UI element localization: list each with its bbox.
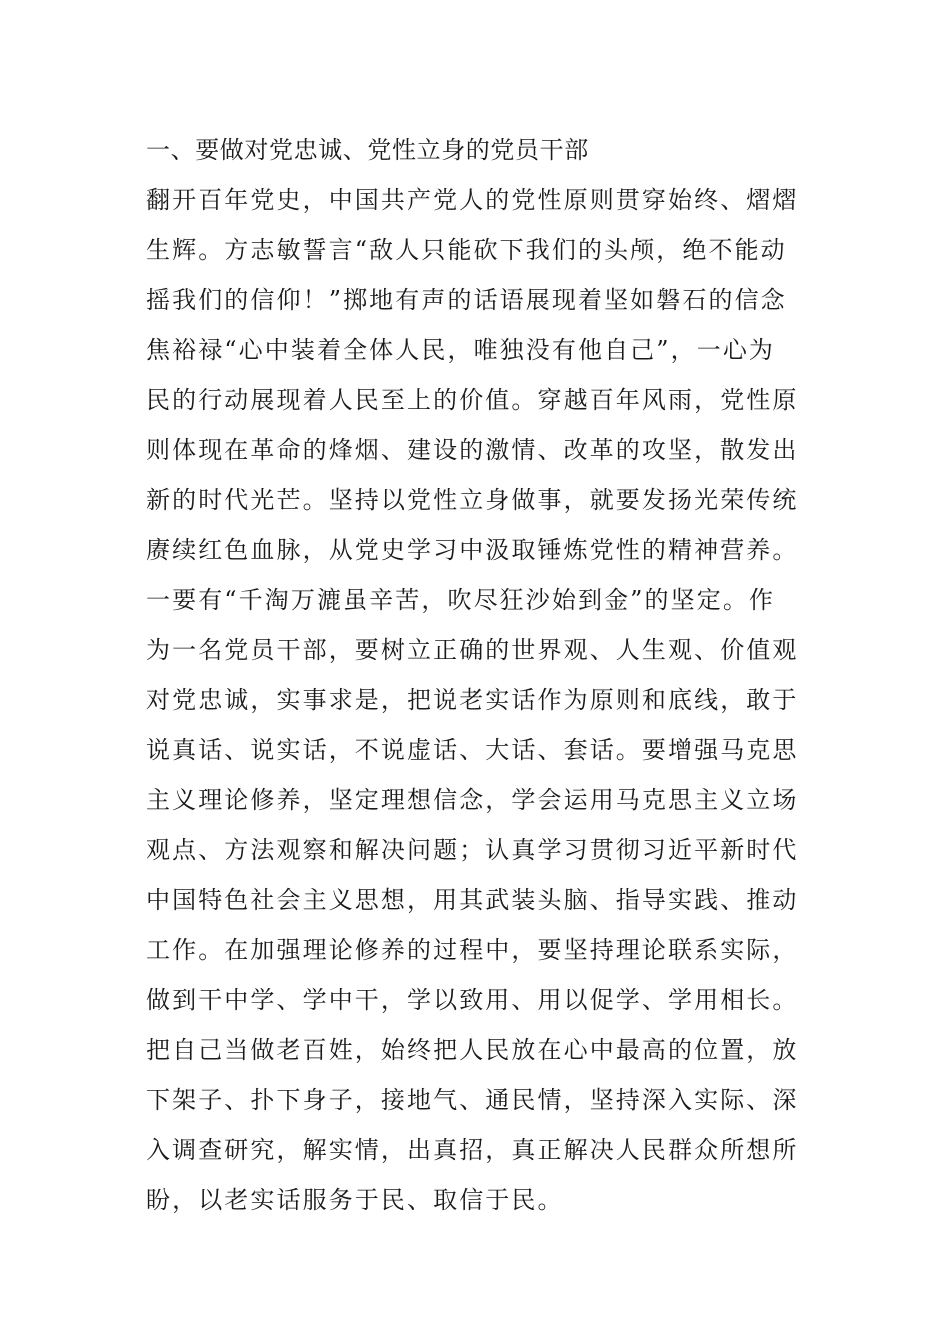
- body-text-line: 则体现在革命的烽烟、建设的激情、改革的攻坚，散发出: [146, 436, 799, 464]
- body-text-line: 做到干中学、学中干，学以致用、用以促学、学用相长。: [146, 986, 799, 1014]
- body-text-line: 一要有“千淘万漉虽辛苦，吹尽狂沙始到金”的坚定。作: [146, 586, 776, 614]
- body-text-line: 翻开百年党史，中国共产党人的党性原则贯穿始终、熠熠: [146, 186, 799, 214]
- body-text-line: 下架子、扑下身子，接地气、通民情，坚持深入实际、深: [146, 1086, 799, 1114]
- body-text-line: 说真话、说实话，不说虚话、大话、套话。要增强马克思: [146, 736, 799, 764]
- body-text-line: 焦裕禄“心中装着全体人民，唯独没有他自己”，一心为: [146, 336, 776, 364]
- section-heading: 一、要做对党忠诚、党性立身的党员干部: [146, 136, 589, 164]
- body-text-line: 观点、方法观察和解决问题；认真学习贯彻习近平新时代: [146, 836, 799, 864]
- body-text-line: 摇我们的信仰！”掷地有声的话语展现着坚如磐石的信念: [146, 286, 787, 314]
- body-text-line: 生辉。方志敏誓言“敌人只能砍下我们的头颅，绝不能动: [146, 236, 787, 264]
- body-text-line: 主义理论修养，坚定理想信念，学会运用马克思主义立场: [146, 786, 799, 814]
- body-text-line: 工作。在加强理论修养的过程中，要坚持理论联系实际，: [146, 936, 799, 964]
- body-text-line: 入调查研究，解实情，出真招，真正解决人民群众所想所: [146, 1136, 799, 1164]
- body-text-line: 盼，以老实话服务于民、取信于民。: [146, 1186, 564, 1214]
- body-text-line: 为一名党员干部，要树立正确的世界观、人生观、价值观: [146, 636, 799, 664]
- body-text-line: 赓续红色血脉，从党史学习中汲取锤炼党性的精神营养。: [146, 536, 799, 564]
- body-text-line: 把自己当做老百姓，始终把人民放在心中最高的位置，放: [146, 1036, 799, 1064]
- body-text-line: 民的行动展现着人民至上的价值。穿越百年风雨，党性原: [146, 386, 799, 414]
- body-text-line: 对党忠诚，实事求是，把说老实话作为原则和底线，敢于: [146, 686, 799, 714]
- body-text-line: 新的时代光芒。坚持以党性立身做事，就要发扬光荣传统: [146, 486, 799, 514]
- body-text-line: 中国特色社会主义思想，用其武装头脑、指导实践、推动: [146, 886, 799, 914]
